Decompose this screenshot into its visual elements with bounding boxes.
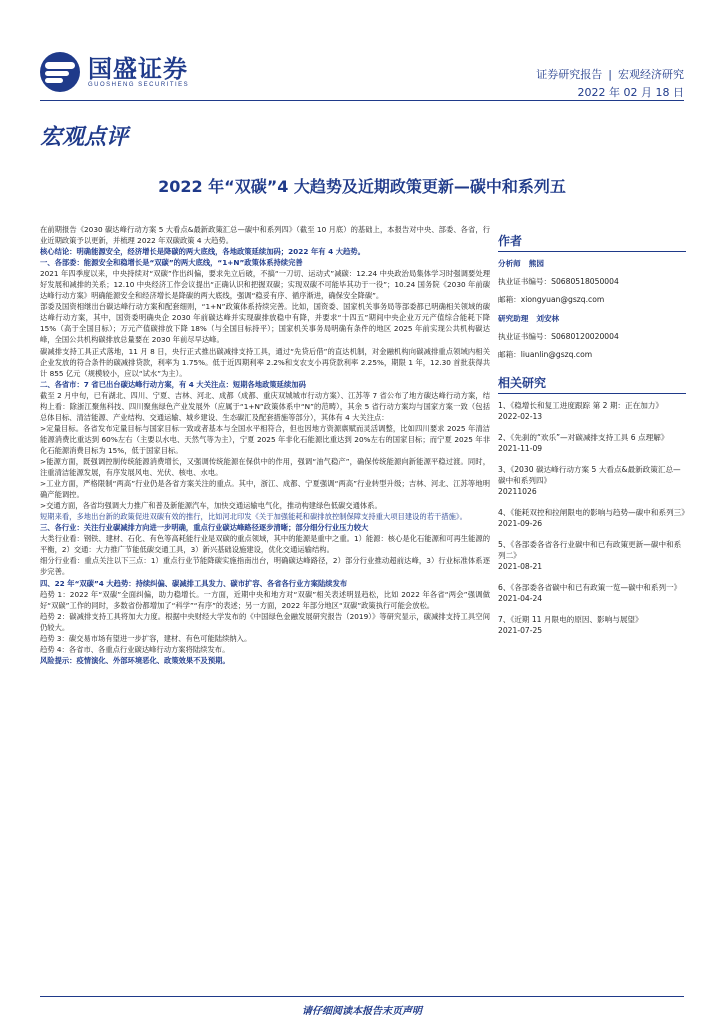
trend-paragraph: 趋势 3：碳交易市场有望进一步扩容，建材、有色可能陆续纳入。	[40, 633, 252, 643]
section-heading-3: 三、各行业：关注行业碳减排方向进一步明确，重点行业碳达峰路径逐步清晰；部分细分行业压力较大	[40, 523, 369, 533]
related-date: 2021-08-21	[498, 562, 543, 571]
paragraph: 截至 2 月中旬，已有湖北、四川、宁夏、吉林、河北、成都（成都、重庆双城城市行动方案）、江苏等 7 省公布了地方碳达峰行动方案，结构上看：除浙江聚焦科技、四川聚焦绿色产业发展外（应属于“1+N”政策体系中“N”的范畴），其余 5 省行动方案均与国家方案一致（包括总体目标、清洁能源、产业结构、交通运输、城乡建设、生态碳汇及配套措施等部分），其体有 4 大关注点：	[40, 390, 490, 422]
report-body	[40, 224, 490, 1002]
paragraph: 部委及国资相继出台碳达峰行动方案和配套细则，“1+N”政策体系持续完善。比如，国资委、国家机关事务局等部委都已明确相关领域的碳达峰行动方案，其中，国资委明确央企 2030 年前碳达峰并实现碳排放稳中有降，并要求“十四五”期间中央企业万元产值综合能耗下降 15%（高于全国目标）；万元产值碳排放下降 18%（与全国目标持平）；国家机关事务局明确有条件的地区 2025 年前实现公共机构碳达峰，全国公共机构碳排放总量要在 2030 年前尽早达峰。	[40, 302, 490, 345]
analyst-row	[498, 258, 686, 269]
analyst-cert: 执业证书编号：S0680518050004	[498, 277, 619, 286]
assistant-name: 刘安林	[536, 314, 560, 323]
paragraph: 碳减排支持工具正式落地，11 月 8 日，央行正式推出碳减排支持工具，通过“先贷后借”的直达机制，对金融机构向碳减排重点领域内相关企业发放的符合条件的碳减排贷款，利率为 1.75%。低于近四期利率 2.2%和支农支小再贷款利率 2.25%，期限 1 年，12.30 首批获得共计 855 亿元（规模较小，应以“试水”为主）。	[40, 346, 490, 378]
report-category: 证券研究报告 | 宏观经济研究	[536, 68, 684, 81]
report-type: 证券研究报告	[536, 68, 603, 81]
bullet-paragraph: >定量目标。各省发布定量目标与国家目标一致或者基本与全国水平相符合，但也因地方资源禀赋而灵活调整，比如四川要求 2025 年清洁能源消费比重达到 60%左右（主要以水电、天然气等为主），宁夏 2025 年非化石能源比重达到 20%左右的国家目标；而宁夏 2025 年非化石能源消费目标为 15%，低于国家目标。	[40, 423, 490, 455]
related-date: 20211026	[498, 487, 537, 496]
bullet-paragraph: >交通方面，各省均强调大力推广和普及新能源汽车，加快交通运输电气化，推动构建绿色低碳交通体系。	[40, 501, 382, 511]
paragraph: 大类行业看：钢铁、建材、石化、有色等高耗能行业是双碳的重点领域，其中的能源是重中之重。1）能源：核心是化石能源和可再生能源的平衡，2）交通：大力推广节能低碳交通工具，3）新兴基础设施建设，优化交通运输结构。	[40, 534, 490, 555]
related-item[interactable]: 4、《能耗双控和拉闸限电的影响与趋势—碳中和系列三》	[498, 508, 689, 517]
related-item[interactable]: 6、《各部委各省碳中和已有政策一览—碳中和系列一》	[498, 583, 682, 592]
related-date: 2021-09-26	[498, 519, 543, 528]
trend-paragraph: 趋势 2：碳减排支持工具将加大力度。根据中央财经大学发布的《中国绿色金融发展研究报告（2019）》等研究显示，碳减排支持工具空间仍较大。	[40, 611, 490, 632]
bullet-paragraph: >能源方面，既强调控制传统能源消费增长，又强调传统能源在保供中的作用，强调“油气稳产”，确保传统能源向新能源平稳过渡。同时，注重清洁能源发展，有序发展风电、光伏、核电、水电。	[40, 456, 490, 478]
section-tag: 宏观点评	[40, 124, 129, 150]
section-heading-1: 一、各部委：能源安全和稳增长是“双碳”的两大底线，“1+N”政策体系持续完善	[40, 258, 303, 268]
related-item[interactable]: 7、《近期 11 月限电的原因、影响与展望》	[498, 615, 643, 624]
related-item[interactable]: 3、《2030 碳达峰行动方案 5 大看点&最新政策汇总—碳中和系列四》	[498, 465, 681, 485]
related-date: 2021-04-24	[498, 594, 543, 603]
section-heading-2: 二、各省市：7 省已出台碳达峰行动方案，有 4 大关注点：短期各地政策延续加码	[40, 379, 306, 389]
paragraph: 细分行业看：重点关注以下三点：1）重点行业节能降碳实施指南出台，明确碳达峰路径，2）部分行业推动超前达峰，3）行业标准体系逐步完善。	[40, 556, 490, 577]
report-date: 2022 年 02 月 18 日	[577, 86, 684, 99]
related-date: 2021-11-09	[498, 444, 543, 453]
footer-disclaimer: 请仔细阅读本报告末页声明	[302, 1006, 422, 1017]
related-item[interactable]: 5、《各部委各省各行业碳中和已有政策更新—碳中和系列二》	[498, 540, 682, 560]
paragraph: 2021 年四季度以来，中央持续对“双碳”作出纠偏，要求先立后破，不搞“一刀切、运动式”减碳：12.24 中央政治局集体学习时强调要处理好发展和减排的关系；12.10 中央经济工作会议提出“正确认识和把握双碳；实现双碳不可能毕其功于一役”；10.24 国务院《2030 年前碳达峰行动方案》明确能源安全和经济增长是降碳的两大底线，强调“稳妥有序、循序渐进，确保安全降碳”。	[40, 269, 490, 301]
bullet-paragraph: >工业方面，严格限制“两高”行业仍是各省方案关注的重点。其中，浙江、成都、宁夏强调“两高”行业转型升级；吉林、河北、江苏等地明确产能调控。	[40, 479, 490, 500]
intro-paragraph: 在前期报告《2030 碳达峰行动方案 5 大看点&最新政策汇总—碳中和系列四》（截至 10 月底）的基础上，本报告对中央、部委、各省，行业近期政策予以更新，并梳理 2022 年双碳政策 4 大趋势。	[40, 225, 490, 246]
assistant-row	[498, 313, 686, 324]
related-title: 相关研究	[498, 374, 686, 394]
paragraph: 短期来看，多地出台新的政策促进双碳有效的推行，比如河北印发《关于加强能耗和碳排放控制保障支持重大项目建设的若干措施》。	[40, 512, 467, 522]
company-logo	[40, 52, 189, 92]
report-subtype: 宏观经济研究	[618, 68, 684, 81]
logo-name-cn: 国盛证券	[88, 55, 188, 83]
header-divider	[40, 100, 684, 101]
analyst-email: 邮箱：xiongyuan@gszq.com	[498, 295, 605, 304]
logo-name-en: GUOSHENG SECURITIES	[88, 82, 190, 88]
trend-paragraph: 趋势 1：2022 年“双碳”全面纠偏，助力稳增长。一方面，近期中央和地方对“双碳”相关表述明显趋松，比如 2022 年各省“两会”强调做好“双碳”工作的同时，多数省份都增加了“科学”“有序”的表述；另一方面，2022 年部分地区“双碳”政策执行可能会放松。	[40, 589, 490, 610]
assistant-cert: 执业证书编号：S0680120020004	[498, 332, 619, 341]
related-date: 2021-07-25	[498, 626, 543, 635]
core-conclusion: 核心结论：明确能源安全，经济增长是降碳的两大底线，各地政策延续加码；2022 年有 4 大趋势。	[40, 247, 365, 257]
footer-divider	[40, 996, 684, 997]
related-date: 2022-02-13	[498, 412, 543, 421]
sidebar	[498, 232, 689, 646]
assistant-label: 研究助理	[498, 314, 529, 323]
related-item[interactable]: 2、《先刹的“欢乐”—对碳减排支持工具 6 点理解》	[498, 433, 669, 442]
related-item[interactable]: 1、《稳增长和复工进度跟踪 第 2 期：正在加力》	[498, 401, 663, 410]
logo-icon	[40, 52, 80, 92]
analyst-label: 分析师	[498, 259, 521, 268]
related-list	[498, 400, 689, 636]
trend-paragraph: 趋势 4：各省市、各重点行业碳达峰行动方案将陆续发布。	[40, 644, 230, 654]
authors-title: 作者	[498, 232, 686, 252]
page-title: 2022 年“双碳”4 大趋势及近期政策更新—碳中和系列五	[158, 177, 566, 196]
risk-warning: 风险提示：疫情演化、外部环境恶化、政策效果不及预期。	[40, 655, 230, 665]
assistant-email: 邮箱：liuanlin@gszq.com	[498, 350, 593, 359]
analyst-name: 熊园	[528, 259, 544, 268]
section-heading-4: 四、22 年“双碳”4 大趋势：持续纠偏、碳减排工具发力、碳市扩容、各省各行业方案陆续发布	[40, 578, 348, 588]
